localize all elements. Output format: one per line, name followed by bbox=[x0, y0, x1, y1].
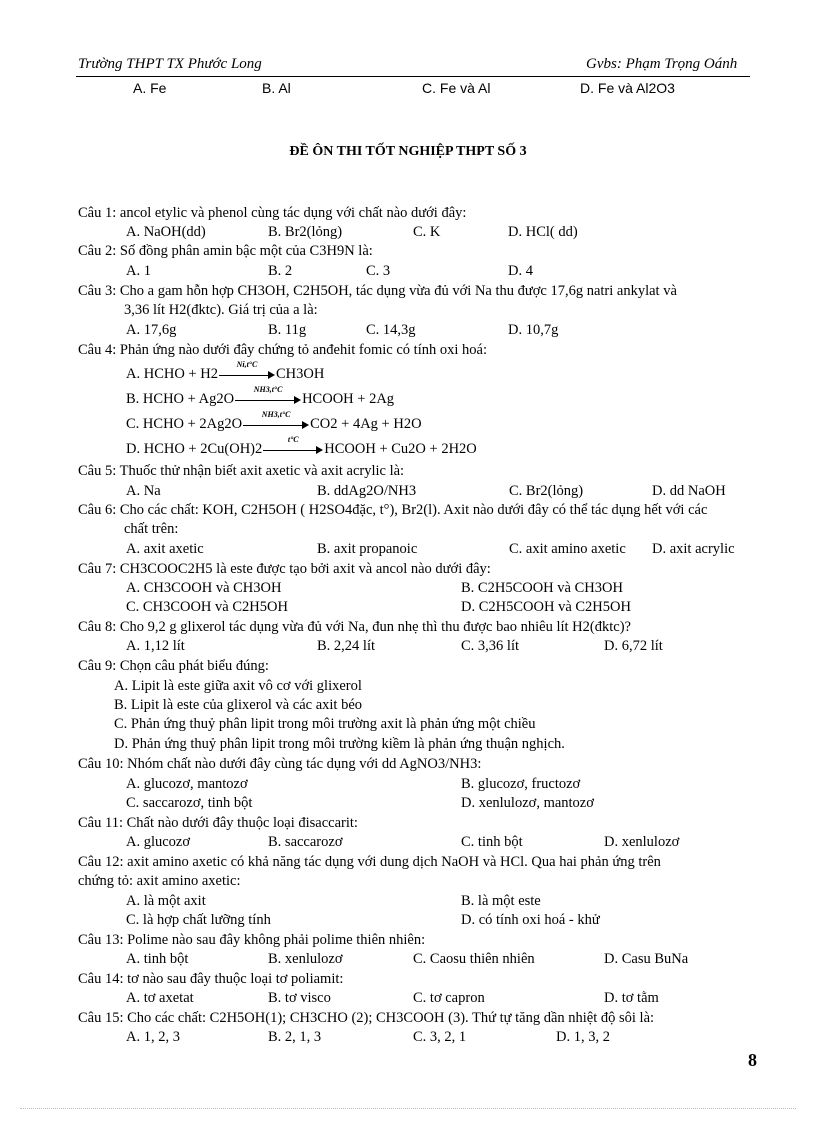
q10-option-a: A. glucozơ, mantozơ bbox=[126, 776, 248, 792]
question-11: Câu 11: Chất nào dưới đây thuộc loại đisaccarit: bbox=[78, 815, 358, 831]
q1-option-c: C. K bbox=[413, 224, 441, 240]
q15-option-a: A. 1, 2, 3 bbox=[126, 1029, 180, 1045]
q7-option-a: A. CH3COOH và CH3OH bbox=[126, 580, 282, 596]
q13-option-c: C. Caosu thiên nhiên bbox=[413, 951, 535, 967]
question-12-cont: chứng tỏ: axit amino axetic: bbox=[78, 873, 241, 889]
question-6-cont: chất trên: bbox=[124, 521, 179, 537]
header-school: Trường THPT TX Phước Long bbox=[78, 56, 262, 72]
reaction-products: HCOOH + Cu2O + 2H2O bbox=[324, 441, 477, 457]
q3-option-d: D. 10,7g bbox=[508, 322, 559, 338]
q11-option-c: C. tinh bột bbox=[461, 834, 523, 850]
q1-option-b: B. Br2(lỏng) bbox=[268, 224, 343, 240]
q13-option-a: A. tinh bột bbox=[126, 951, 189, 967]
q9-option-b: B. Lipit là este của glixerol và các axit béo bbox=[114, 697, 363, 713]
question-12: Câu 12: axit amino axetic có khả năng tác dụng với dung dịch NaOH và HCl. Qua hai phản ứng trên bbox=[78, 854, 661, 870]
q6-option-c: C. axit amino axetic bbox=[509, 541, 626, 557]
footer-rule bbox=[20, 1108, 796, 1109]
question-5: Câu 5: Thuốc thử nhận biết axit axetic và axit acrylic là: bbox=[78, 463, 405, 479]
q8-option-d: D. 6,72 lít bbox=[604, 638, 663, 654]
question-10: Câu 10: Nhóm chất nào dưới đây cùng tác dụng với dd AgNO3/NH3: bbox=[78, 756, 482, 772]
question-3-cont: 3,36 lít H2(đktc). Giá trị của a là: bbox=[124, 302, 318, 318]
q8-option-b: B. 2,24 lít bbox=[317, 638, 376, 654]
q14-option-a: A. tơ axetat bbox=[126, 990, 194, 1006]
question-6: Câu 6: Cho các chất: KOH, C2H5OH ( H2SO4đặc, t°), Br2(l). Axit nào dưới đây có thể tác dụng hết với các bbox=[78, 502, 708, 518]
prev-option-c: C. Fe và Al bbox=[422, 80, 491, 96]
question-3: Câu 3: Cho a gam hỗn hợp CH3OH, C2H5OH, tác dụng vừa đủ với Na thu được 17,6g natri ankylat và bbox=[78, 283, 677, 299]
q6-option-a: A. axit axetic bbox=[126, 541, 204, 557]
q15-option-d: D. 1, 3, 2 bbox=[556, 1029, 610, 1045]
reaction-products: CH3OH bbox=[275, 366, 325, 382]
question-2: Câu 2: Số đồng phân amin bậc một của C3H9N là: bbox=[78, 243, 373, 259]
q15-option-c: C. 3, 2, 1 bbox=[413, 1029, 467, 1045]
question-8: Câu 8: Cho 9,2 g glixerol tác dụng vừa đủ với Na, đun nhẹ thì thu được bao nhiêu lít H2(đktc)? bbox=[78, 619, 631, 635]
q14-option-c: C. tơ capron bbox=[413, 990, 485, 1006]
header-teacher: Gvbs: Phạm Trọng Oánh bbox=[586, 56, 738, 72]
question-15: Câu 15: Cho các chất: C2H5OH(1); CH3CHO (2); CH3COOH (3). Thứ tự tăng dần nhiệt độ sôi là: bbox=[78, 1010, 655, 1026]
prev-option-b: B. Al bbox=[262, 80, 291, 96]
q5-option-b: B. ddAg2O/NH3 bbox=[317, 483, 417, 499]
q7-option-d: D. C2H5COOH và C2H5OH bbox=[461, 599, 631, 615]
q4-reaction-a bbox=[126, 359, 325, 383]
q5-option-d: D. dd NaOH bbox=[652, 483, 726, 499]
page-number: 8 bbox=[748, 1050, 757, 1070]
q1-option-a: A. NaOH(dd) bbox=[126, 224, 206, 240]
q14-option-b: B. tơ visco bbox=[268, 990, 331, 1006]
question-1: Câu 1: ancol etylic và phenol cùng tác dụng với chất nào dưới đây: bbox=[78, 205, 467, 221]
q10-option-c: C. saccarozơ, tinh bột bbox=[126, 795, 253, 811]
question-7: Câu 7: CH3COOC2H5 là este được tạo bởi axit và ancol nào dưới đây: bbox=[78, 561, 491, 577]
q8-option-a: A. 1,12 lít bbox=[126, 638, 185, 654]
q7-option-b: B. C2H5COOH và CH3OH bbox=[461, 580, 623, 596]
q5-option-a: A. Na bbox=[126, 483, 161, 499]
q10-option-d: D. xenlulozơ, mantozơ bbox=[461, 795, 594, 811]
q7-option-c: C. CH3COOH và C2H5OH bbox=[126, 599, 288, 615]
question-14: Câu 14: tơ nào sau đây thuộc loại tơ poliamit: bbox=[78, 971, 344, 987]
q1-option-d: D. HCl( dd) bbox=[508, 224, 578, 240]
q2-option-b: B. 2 bbox=[268, 263, 293, 279]
q13-option-b: B. xenlulozơ bbox=[268, 951, 343, 967]
q13-option-d: D. Casu BuNa bbox=[604, 951, 689, 967]
q3-option-a: A. 17,6g bbox=[126, 322, 177, 338]
reaction-arrow-icon bbox=[263, 434, 323, 455]
q2-option-d: D. 4 bbox=[508, 263, 533, 279]
q3-option-b: B. 11g bbox=[268, 322, 307, 338]
reaction-products: CO2 + 4Ag + H2O bbox=[310, 416, 422, 432]
q9-option-a: A. Lipit là este giữa axit vô cơ với glixerol bbox=[114, 678, 362, 694]
q5-option-c: C. Br2(lỏng) bbox=[509, 483, 584, 499]
reaction-reactants: C. HCHO + 2Ag2O bbox=[126, 416, 243, 432]
header-rule bbox=[76, 76, 750, 77]
q11-option-a: A. glucozơ bbox=[126, 834, 191, 850]
q3-option-c: C. 14,3g bbox=[366, 322, 416, 338]
reaction-arrow-icon bbox=[235, 384, 301, 405]
exam-title: ĐỀ ÔN THI TỐT NGHIỆP THPT SỐ 3 bbox=[289, 144, 527, 159]
reaction-condition: Ni,t°C bbox=[236, 359, 258, 369]
q2-option-a: A. 1 bbox=[126, 263, 151, 279]
q6-option-d: D. axit acrylic bbox=[652, 541, 735, 557]
q11-option-d: D. xenlulozơ bbox=[604, 834, 680, 850]
q12-option-c: C. là hợp chất lưỡng tính bbox=[126, 912, 271, 928]
reaction-condition: t°C bbox=[287, 434, 299, 444]
reaction-reactants: D. HCHO + 2Cu(OH)2 bbox=[126, 441, 263, 457]
q8-option-c: C. 3,36 lít bbox=[461, 638, 520, 654]
q4-reaction-c bbox=[126, 409, 422, 433]
prev-option-a: A. Fe bbox=[133, 80, 167, 96]
reaction-reactants: A. HCHO + H2 bbox=[126, 366, 218, 382]
reaction-products: HCOOH + 2Ag bbox=[302, 391, 395, 407]
q4-reaction-d bbox=[126, 434, 477, 458]
q4-reaction-b bbox=[126, 384, 395, 408]
q14-option-d: D. tơ tằm bbox=[604, 990, 659, 1006]
q12-option-a: A. là một axit bbox=[126, 893, 206, 909]
reaction-arrow-icon bbox=[243, 409, 309, 430]
q12-option-d: D. có tính oxi hoá - khử bbox=[461, 912, 600, 928]
q12-option-b: B. là một este bbox=[461, 893, 541, 909]
q11-option-b: B. saccarozơ bbox=[268, 834, 343, 850]
q10-option-b: B. glucozơ, fructozơ bbox=[461, 776, 581, 792]
q9-option-c: C. Phản ứng thuỷ phân lipit trong môi trường axit là phản ứng một chiều bbox=[114, 716, 536, 732]
reaction-arrow-icon bbox=[219, 359, 275, 380]
question-4: Câu 4: Phản ứng nào dưới đây chứng tỏ anđehit fomic có tính oxi hoá: bbox=[78, 342, 487, 358]
q6-option-b: B. axit propanoic bbox=[317, 541, 418, 557]
reaction-condition: NH3,t°C bbox=[253, 384, 283, 394]
question-13: Câu 13: Polime nào sau đây không phải polime thiên nhiên: bbox=[78, 932, 426, 948]
q9-option-d: D. Phản ứng thuỷ phân lipit trong môi trường kiềm là phản ứng thuận nghịch. bbox=[114, 736, 565, 752]
question-9: Câu 9: Chọn câu phát biểu đúng: bbox=[78, 658, 269, 674]
reaction-reactants: B. HCHO + Ag2O bbox=[126, 391, 235, 407]
q15-option-b: B. 2, 1, 3 bbox=[268, 1029, 322, 1045]
prev-option-d: D. Fe và Al2O3 bbox=[580, 80, 675, 96]
q2-option-c: C. 3 bbox=[366, 263, 391, 279]
reaction-condition: NH3,t°C bbox=[261, 409, 291, 419]
